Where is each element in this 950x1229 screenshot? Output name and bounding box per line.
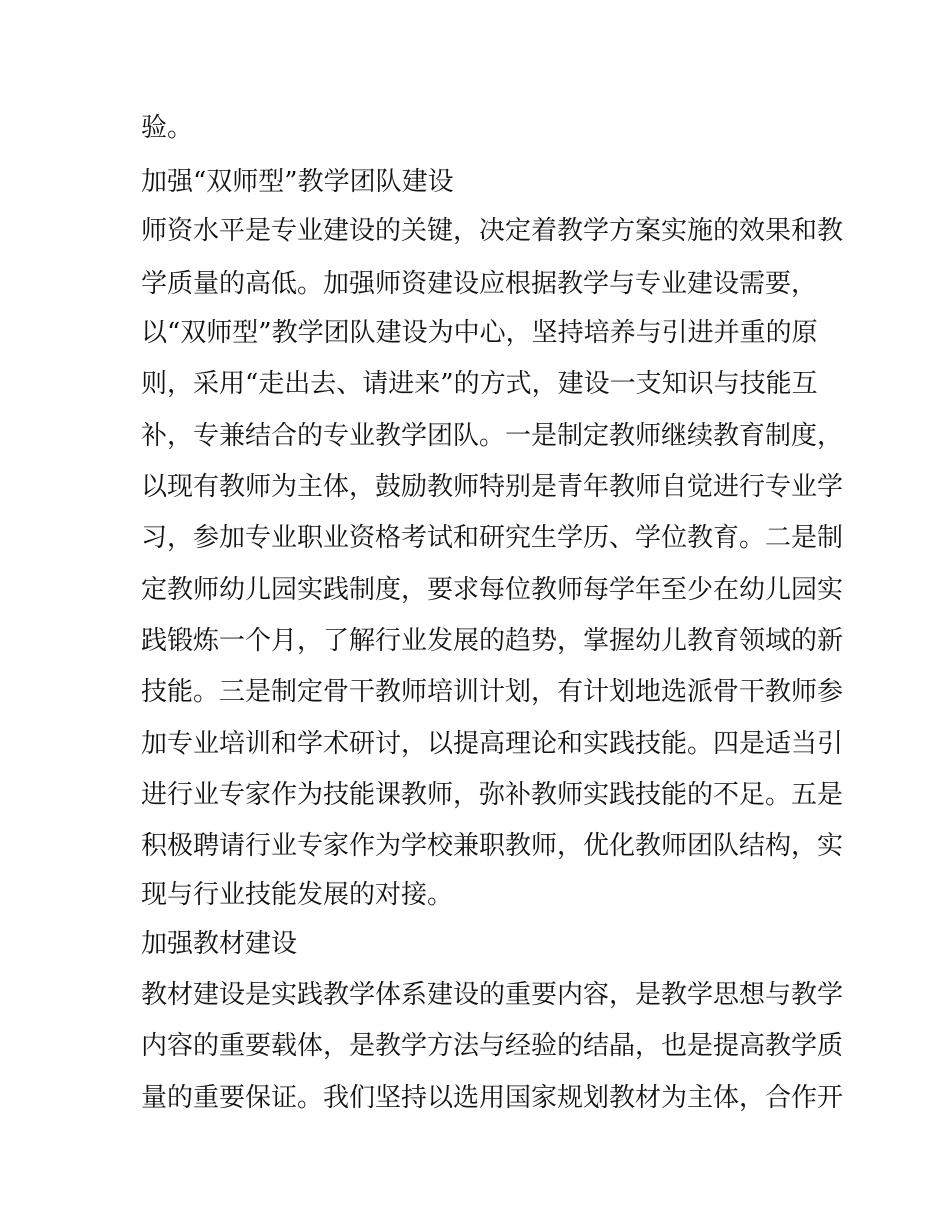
text-line: 教材建设是实践教学体系建设的重要内容，是教学思想与教学 [141, 980, 844, 1010]
text-line: 现与行业技能发展的对接。 [141, 880, 454, 910]
text-line: 量的重要保证。我们坚持以选用国家规划教材为主体，合作开 [141, 1083, 844, 1113]
text-line: 定教师幼儿园实践制度，要求每位教师每学年至少在幼儿园实 [141, 575, 844, 605]
text-line: 积极聘请行业专家作为学校兼职教师，优化教师团队结构，实 [141, 831, 844, 861]
text-line: 学质量的高低。加强师资建设应根据教学与专业建设需要， [141, 269, 818, 299]
text-line: 以现有教师为主体，鼓励教师特别是青年教师自觉进行专业学 [141, 472, 844, 502]
section-heading: 加强“双师型”教学团队建设 [141, 167, 454, 197]
section-heading: 加强教材建设 [141, 929, 298, 959]
text-line: 践锻炼一个月，了解行业发展的趋势，掌握幼儿教育领域的新 [141, 626, 844, 656]
text-line: 师资水平是专业建设的关键，决定着教学方案实施的效果和教 [141, 216, 844, 246]
text-line: 补，专兼结合的专业教学团队。一是制定教师继续教育制度， [141, 421, 844, 451]
text-line: 内容的重要载体，是教学方法与经验的结晶，也是提高教学质 [141, 1031, 844, 1061]
text-line: 验。 [141, 113, 194, 143]
text-line: 加专业培训和学术研讨，以提高理论和实践技能。四是适当引 [141, 729, 844, 759]
text-line: 进行业专家作为技能课教师，弥补教师实践技能的不足。五是 [141, 780, 844, 810]
text-line: 习，参加专业职业资格考试和研究生学历、学位教育。二是制 [141, 523, 844, 553]
text-line: 则，采用“走出去、请进来”的方式，建设一支知识与技能互 [141, 369, 818, 399]
text-line: 技能。三是制定骨干教师培训计划，有计划地选派骨干教师参 [141, 677, 844, 707]
text-line: 以“双师型”教学团队建设为中心，坚持培养与引进并重的原 [141, 318, 818, 348]
